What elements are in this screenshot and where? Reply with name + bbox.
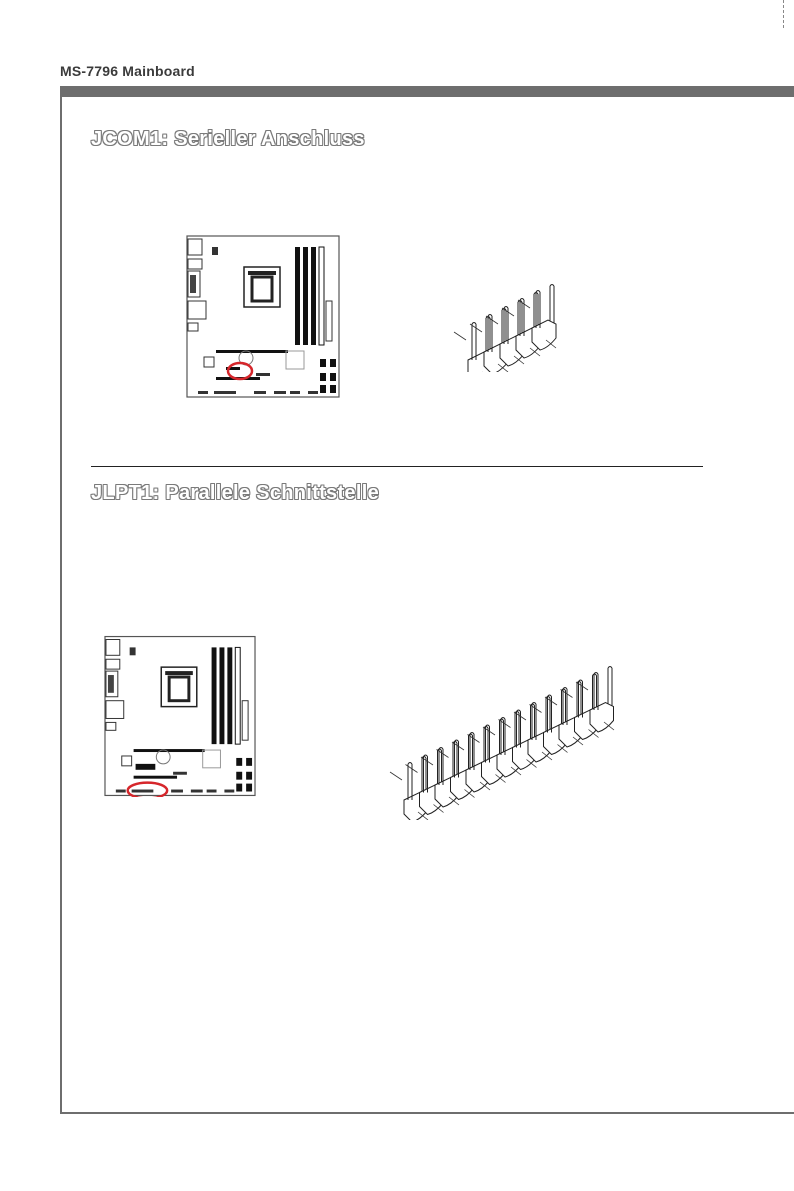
header-bar <box>60 86 794 97</box>
motherboard-jcom1-location-icon <box>186 235 340 398</box>
motherboard-jlpt1-location-icon <box>104 635 256 797</box>
jcom1-pin-header-icon <box>446 282 586 372</box>
cut-mark <box>783 0 784 28</box>
left-margin-rule <box>60 86 62 1114</box>
page-header-label: MS-7796 Mainboard <box>60 63 195 79</box>
jlpt1-pin-header-icon <box>376 660 636 820</box>
bottom-rule <box>60 1112 794 1114</box>
section-divider <box>91 466 703 467</box>
section-title-jcom1: JCOM1: Serieller Anschluss <box>91 128 365 150</box>
section-title-jlpt1: JLPT1: Parallele Schnittstelle <box>91 482 379 504</box>
